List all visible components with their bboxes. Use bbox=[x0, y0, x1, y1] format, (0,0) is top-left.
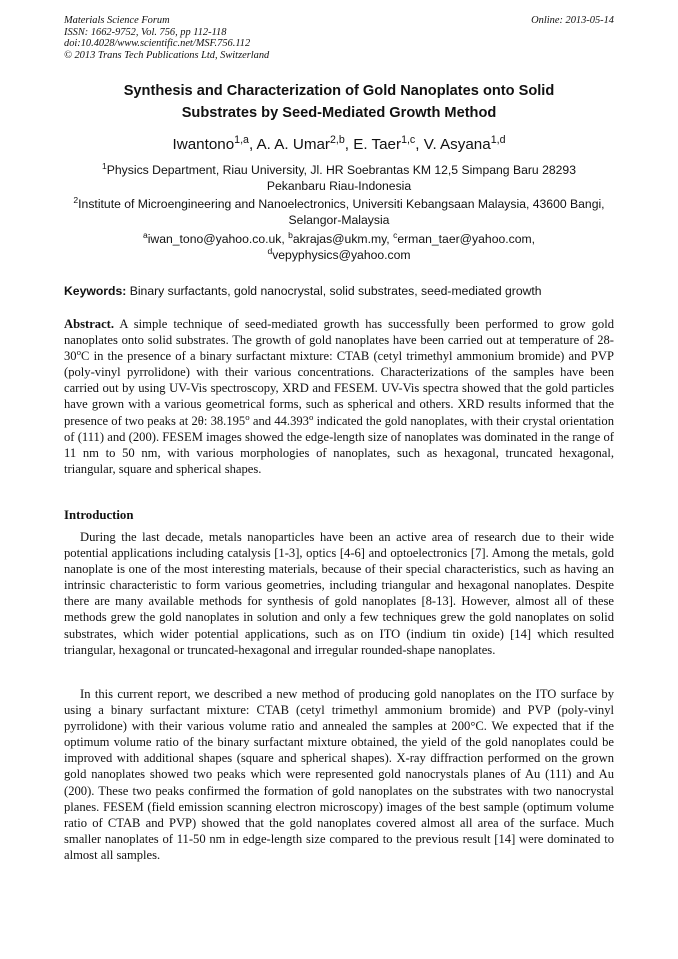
author-separator: , bbox=[415, 136, 424, 153]
keywords-text: Binary surfactants, gold nanocrystal, solid substrates, seed-mediated growth bbox=[126, 284, 542, 298]
keywords-label: Keywords: bbox=[64, 284, 127, 298]
doi[interactable]: doi:10.4028/www.scientific.net/MSF.756.112 bbox=[64, 38, 251, 50]
author-separator: , bbox=[344, 136, 354, 153]
author-name: Iwantono bbox=[172, 136, 235, 153]
email-link[interactable]: iwan_tono@yahoo.co.uk, bbox=[147, 232, 289, 246]
author-superscript: 2,b bbox=[329, 133, 345, 146]
issn: ISSN: 1662-9752, Vol. 756, pp 112-118 bbox=[64, 26, 227, 38]
abstract-text: and 44.393 bbox=[249, 413, 309, 428]
author-name: V. Asyana bbox=[423, 136, 491, 153]
affiliation-1 bbox=[64, 160, 614, 194]
author-list bbox=[64, 135, 614, 155]
email-superscript: d bbox=[267, 245, 273, 256]
abstract bbox=[64, 316, 614, 477]
section-heading-introduction: Introduction bbox=[64, 508, 134, 522]
affiliation-superscript: 1 bbox=[102, 160, 107, 171]
affiliation-line: Selangor-Malaysia bbox=[288, 212, 390, 227]
affiliation-line: Physics Department, Riau University, Jl. HR Soebrantas KM 12,5 Simpang Baru 28293 bbox=[106, 163, 576, 177]
title-line: Synthesis and Characterization of Gold Nanoplates onto Solid bbox=[123, 83, 555, 99]
introduction-paragraph: In this current report, we described a new method of producing gold nanoplates on the ITO surface by using a binary surfactant mixture: CTAB (cetyl trimethyl ammonium bromide) and PVP (poly-vinyl pyrrolidone) with their various volume ratio and annealed the samples at 200°C. We expected that if the optimum volume ratio of the binary surfactant mixture obtained, the yield of the gold nanoplates could be improved with additional shapes (square and spherical shapes). X-ray diffraction performed on the grown gold nanoplates showed two peaks which were represented gold nanocrystals planes of Au (111) and Au (200). These two peaks confirmed the formation of gold nanoplates on the substrates with two nanocrystal planes. FESEM (field emission scanning electron microscopy) images of the best sample (optimum volume ratio of CTAB and PVP) showed that the gold nanoplates covered almost all area of the surface. Much smaller nanoplates of 11-50 nm in edge-length size compared to the previous result [14] were dominated to almost all samples. bbox=[64, 687, 614, 862]
author-superscript: 1,d bbox=[490, 133, 506, 146]
affiliation-superscript: 2 bbox=[73, 194, 79, 205]
email-superscript: b bbox=[288, 229, 293, 240]
degree-superscript: o bbox=[245, 411, 250, 422]
abstract-label: Abstract. bbox=[64, 317, 115, 331]
author-separator: , bbox=[248, 136, 257, 153]
author-name: A. A. Umar bbox=[256, 136, 330, 153]
introduction-paragraph: During the last decade, metals nanoparticles have been an active area of research due to their wide potential applications including catalysis [1-3], optics [4-6] and optoelectronics [7]. Among the metals, gold nanoplate is one of the most interesting materials, because of their special characteristics, such as having an intrinsic characteristic to form various geometries, including triangular and hexagonal nanoplates. Despite there are many available methods for synthesis of gold nanoplates [8-13]. However, almost all of these methods grew the gold nanoplates in solution and only a few techniques grew the gold nanoplates on solid substrates, which wider potential applications, such as on ITO (indium tin oxide) [14] which resulted triangular, hexagonal or truncated-hexagonal and irregular rounded-shape nanoplates. bbox=[64, 530, 614, 657]
journal-name: Materials Science Forum bbox=[64, 15, 170, 26]
affiliation-line: Pekanbaru Riau-Indonesia bbox=[266, 178, 412, 193]
author-superscript: 1,a bbox=[234, 133, 249, 146]
degree-superscript: o bbox=[308, 411, 314, 422]
copyright: © 2013 Trans Tech Publications Ltd, Switzerland bbox=[64, 49, 270, 61]
affiliation-2 bbox=[64, 194, 614, 228]
author-name: E. Taer bbox=[353, 136, 402, 153]
email-link[interactable]: erman_taer@yahoo.com, bbox=[397, 232, 536, 246]
email-list bbox=[64, 229, 614, 263]
journal-info bbox=[64, 15, 269, 61]
keywords bbox=[64, 284, 614, 298]
abstract-text: C in the presence of a binary surfactant mixture: CTAB (cetyl trimethyl ammonium bromide) and PVP (poly-vinyl pyrrolidone) with their various concentrations. Characterizations of the samples have been carried out by using UV-Vis spectroscopy, XRD and FESEM. UV-Vis spectra showed that the gold particles have grown with a various geometrical forms, such as spherical and others. XRD results informed that the presence of two peaks at 2θ: 38.195 bbox=[64, 349, 614, 428]
email-superscript: a bbox=[142, 229, 148, 240]
title-line: Substrates by Seed-Mediated Growth Method bbox=[181, 105, 497, 121]
online-date: Online: 2013-05-14 bbox=[531, 15, 614, 26]
affiliation-line: Institute of Microengineering and Nanoelectronics, Universiti Kebangsaan Malaysia, 43600 Bangi, bbox=[78, 197, 605, 211]
abstract-text: indicated the gold nanoplates, with their crystal orientation of (111) and (200). FESEM images showed the edge-length size of nanoplates was dominated in the range of 11 nm to 50 nm, with various morphologies of nanoplates, such as hexagonal, truncated hexagonal, triangular, square and spherical shapes. bbox=[64, 413, 614, 476]
email-link[interactable]: akrajas@ukm.my, bbox=[292, 232, 394, 246]
author-superscript: 1,c bbox=[401, 133, 416, 146]
email-link[interactable]: vepyphysics@yahoo.com bbox=[272, 247, 411, 262]
degree-superscript: o bbox=[76, 347, 81, 357]
abstract-text: A simple technique of seed-mediated growth has successfully been performed to grow gold nanoplates onto solid substrates. The growth of gold nanoplates have been carried out at temperature of 28-30 bbox=[64, 317, 614, 364]
paper-title bbox=[64, 80, 614, 124]
email-superscript: c bbox=[393, 229, 398, 240]
